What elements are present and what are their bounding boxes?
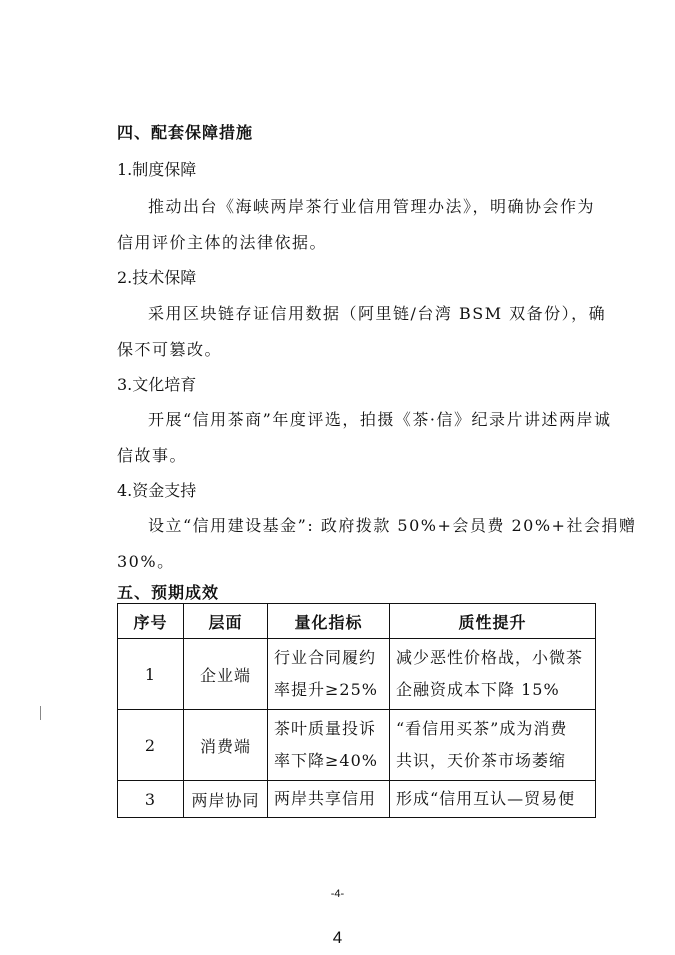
item3-heading: 3.文化培育 bbox=[117, 375, 197, 394]
item3-line1: 开展“信用茶商”年度评选，拍摄《茶·信》纪录片讲述两岸诚 bbox=[148, 410, 612, 429]
cell-quality-line: 企融资成本下降 15% bbox=[396, 680, 560, 699]
item2-heading: 2.技术保障 bbox=[117, 268, 197, 287]
item1-line1: 推动出台《海峡两岸茶行业信用管理办法》，明确协会作为 bbox=[148, 197, 596, 216]
item4-line2: 30%。 bbox=[117, 552, 175, 571]
item2-line2: 保不可篡改。 bbox=[117, 340, 223, 359]
cell-metric-line: 率下降≥40% bbox=[274, 751, 378, 770]
header-level: 层面 bbox=[184, 604, 268, 639]
cell-quality-line: 形成“信用互认—贸易便 bbox=[396, 789, 576, 808]
cell-metric-line: 行业合同履约 bbox=[274, 648, 377, 667]
page-number: 4 bbox=[332, 928, 343, 947]
cell-metric-line: 两岸共享信用 bbox=[274, 789, 377, 808]
cell-no: 1 bbox=[118, 639, 184, 710]
cell-metric bbox=[268, 710, 390, 781]
header-metric: 量化指标 bbox=[268, 604, 390, 639]
page-mark: -4- bbox=[330, 888, 345, 900]
cell-quality bbox=[390, 639, 596, 710]
cell-quality-line: “看信用买茶”成为消费 bbox=[396, 719, 568, 738]
margin-mark bbox=[40, 706, 41, 720]
cell-metric bbox=[268, 781, 390, 818]
item4-heading: 4.资金支持 bbox=[117, 481, 197, 500]
cell-level: 消费端 bbox=[184, 710, 268, 781]
cell-quality bbox=[390, 781, 596, 818]
header-quality: 质性提升 bbox=[390, 604, 596, 639]
cell-level: 两岸协同 bbox=[184, 781, 268, 818]
cell-no: 2 bbox=[118, 710, 184, 781]
cell-quality-line: 减少恶性价格战，小微茶 bbox=[396, 648, 584, 667]
outcomes-table bbox=[117, 603, 596, 818]
cell-no: 3 bbox=[118, 781, 184, 818]
header-no: 序号 bbox=[118, 604, 184, 639]
item4-line1: 设立“信用建设基金”: 政府拨款 50%+会员费 20%+社会捐赠 bbox=[148, 516, 637, 535]
cell-metric-line: 茶叶质量投诉 bbox=[274, 719, 377, 738]
cell-quality bbox=[390, 710, 596, 781]
table-header-row bbox=[118, 604, 596, 639]
cell-quality-line: 共识，天价茶市场萎缩 bbox=[396, 751, 567, 770]
table-row bbox=[118, 710, 596, 781]
table-row bbox=[118, 639, 596, 710]
cell-metric bbox=[268, 639, 390, 710]
item1-heading: 1.制度保障 bbox=[117, 160, 197, 179]
item3-line2: 信故事。 bbox=[117, 446, 188, 465]
cell-level: 企业端 bbox=[184, 639, 268, 710]
section5-title: 五、预期成效 bbox=[117, 583, 220, 602]
section4-title: 四、配套保障措施 bbox=[117, 123, 254, 142]
item2-line1: 采用区块链存证信用数据（阿里链/台湾 BSM 双备份），确 bbox=[148, 304, 607, 323]
cell-metric-line: 率提升≥25% bbox=[274, 680, 378, 699]
item1-line2: 信用评价主体的法律依据。 bbox=[117, 233, 328, 252]
table-row bbox=[118, 781, 596, 818]
